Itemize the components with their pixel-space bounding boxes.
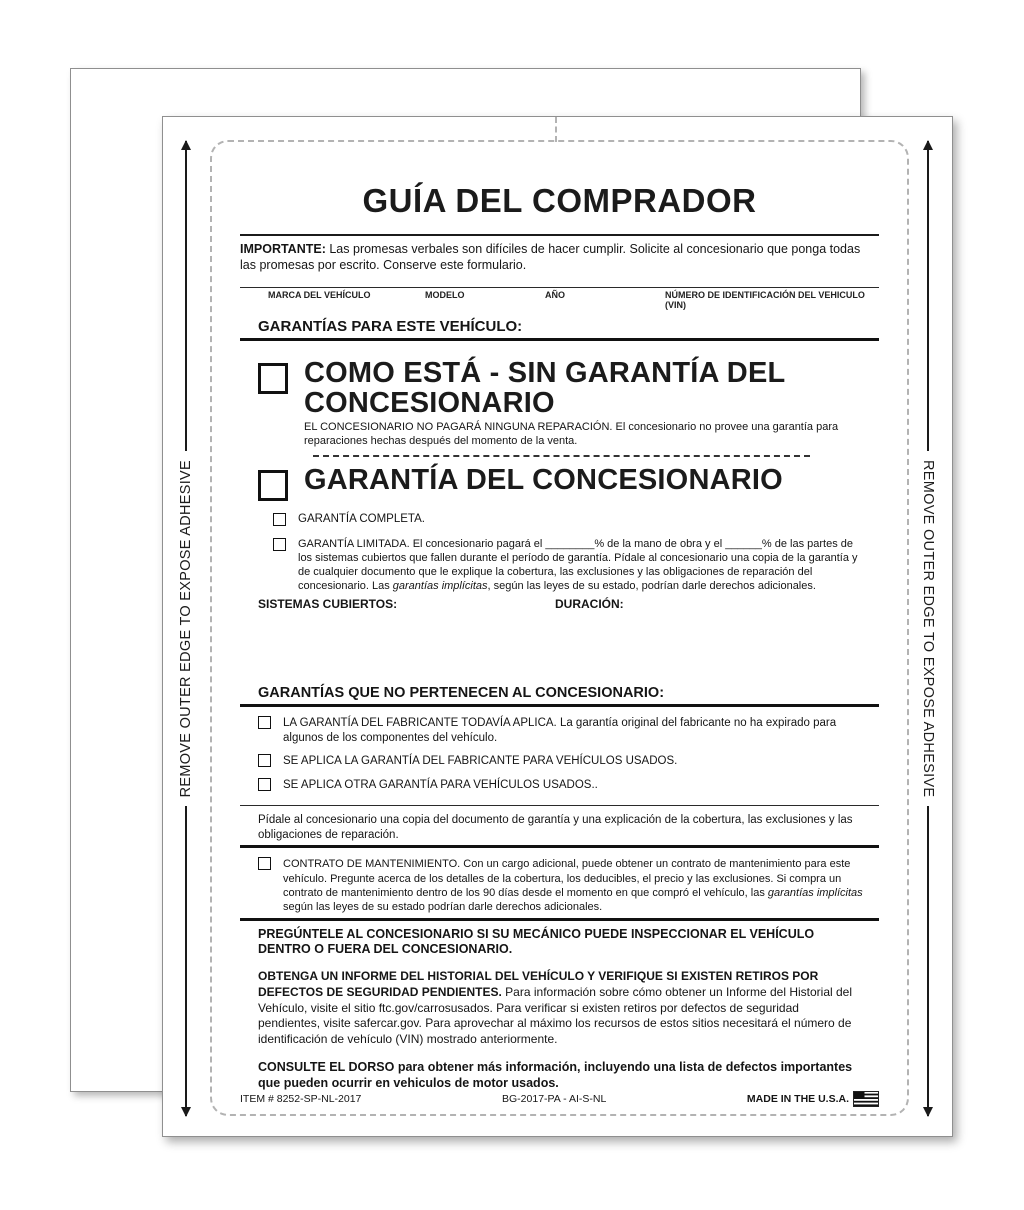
field-label-vin: NÚMERO DE IDENTIFICACIÓN DEL VEHICULO (VIN) (665, 289, 865, 310)
tear-slit-mark (555, 117, 557, 142)
up-arrow-icon (185, 141, 187, 451)
up-arrow-icon (927, 141, 929, 451)
page-title: GUÍA DEL COMPRADOR (362, 182, 757, 219)
systems-duration-row (258, 597, 879, 611)
other-used-warranty-checkbox[interactable] (258, 778, 271, 791)
buyers-guide-form (162, 116, 953, 1137)
field-label-model: MODELO (425, 289, 465, 300)
made-in-usa-label: MADE IN THE U.S.A. (746, 1093, 849, 1105)
limited-italic: garantías implícitas (392, 579, 488, 592)
back-note-text: para obtener más información, incluyendo una lista de defectos importantes que pueden ocurrir en vehiculos de motor usados. (258, 1060, 853, 1090)
dealer-warranty-title: GARANTÍA DEL CONCESIONARIO (304, 464, 783, 497)
form-footer (240, 1091, 879, 1107)
limited-warranty-option (273, 538, 879, 593)
duration-label: DURACIÓN: (555, 596, 624, 611)
contract-italic: garantías implícitas (767, 887, 863, 900)
item-number: ITEM # 8252-SP-NL-2017 (240, 1093, 362, 1105)
down-arrow-icon (185, 806, 187, 1116)
divider (240, 918, 879, 921)
warranties-heading: GARANTÍAS PARA ESTE VEHÍCULO: (258, 317, 523, 335)
divider (240, 845, 879, 848)
divider (240, 234, 879, 236)
vehicle-history-notice (258, 969, 858, 1048)
dashed-separator (313, 455, 810, 457)
back-note-lead: CONSULTE EL DORSO (258, 1060, 395, 1074)
as-is-title: COMO ESTÁ - SIN GARANTÍA DEL CONCESIONARIO (304, 356, 785, 419)
left-tear-rail (174, 141, 198, 1116)
manufacturer-used-warranty-option (258, 754, 858, 768)
limited-warranty-text (298, 538, 858, 593)
non-dealer-heading: GARANTÍAS QUE NO PERTENECEN AL CONCESIONARIO: (258, 685, 665, 702)
important-text: Las promesas verbales son difíciles de hacer cumplir. Solicite al concesionario que ponga todas las promesas por escrito. Conserve este formulario. (240, 242, 861, 273)
systems-covered-label: SISTEMAS CUBIERTOS: (258, 596, 398, 611)
form-content (210, 140, 909, 1116)
form-code: BG-2017-PA - AI-S-NL (502, 1093, 607, 1105)
see-back-notice (258, 1059, 858, 1091)
service-contract-text (283, 857, 871, 914)
as-is-option (258, 358, 879, 449)
as-is-checkbox[interactable] (258, 363, 288, 394)
manufacturer-used-warranty-checkbox[interactable] (258, 754, 271, 767)
manufacturer-used-warranty-label: SE APLICA LA GARANTÍA DEL FABRICANTE PARA VEHÍCULOS USADOS. (283, 755, 678, 768)
right-tear-rail (916, 141, 940, 1116)
down-arrow-icon (927, 806, 929, 1116)
other-used-warranty-option (258, 778, 858, 792)
vehicle-fields-row (240, 290, 879, 310)
manufacturer-warranty-label: LA GARANTÍA DEL FABRICANTE TODAVÍA APLICA. La garantía original del fabricante no ha expirado para algunos de los componentes del vehículo. (283, 717, 837, 744)
manufacturer-warranty-checkbox[interactable] (258, 716, 271, 729)
divider (240, 704, 879, 707)
important-lead: IMPORTANTE: (240, 242, 326, 256)
as-is-description: EL CONCESIONARIO NO PAGARÁ NINGUNA REPARACIÓN. El concesionario no provee una garantía para reparaciones hechas después del momento de la venta. (304, 420, 839, 447)
dealer-warranty-checkbox[interactable] (258, 470, 288, 501)
us-flag-icon (853, 1091, 879, 1107)
dealer-warranty-option (258, 465, 879, 501)
write-in-area (240, 611, 879, 686)
service-contract-checkbox[interactable] (258, 857, 271, 870)
field-label-year: AÑO (545, 289, 565, 300)
manufacturer-warranty-option (258, 716, 858, 745)
full-warranty-option (273, 513, 879, 526)
field-label-make: MARCA DEL VEHÍCULO (268, 289, 371, 300)
important-notice (240, 241, 879, 274)
vehicle-info-line (240, 287, 879, 288)
other-used-warranty-label: SE APLICA OTRA GARANTÍA PARA VEHÍCULOS USADOS.. (283, 778, 598, 791)
history-lead: OBTENGA UN INFORME DEL HISTORIAL DEL VEHÍCULO Y VERIFIQUE SI EXISTEN RETIROS POR DEFECTOS DE SEGURIDAD PENDIENTES. (258, 968, 819, 999)
divider (240, 805, 879, 806)
made-in-usa (747, 1091, 879, 1107)
inspection-notice: PREGÚNTELE AL CONCESIONARIO SI SU MECÁNICO PUEDE INSPECCIONAR EL VEHÍCULO DENTRO O FUERA DEL CONCESIONARIO. (258, 926, 815, 957)
history-text: Para información sobre cómo obtener un Informe del Historial del Vehículo, visite el sitio ftc.gov/carrosusados. Para verificar si existen retiros por defectos de seguridad pendientes, visite safercar.gov. Para aprovechar al máximo los recursos de estos sitios necesitará el número de identificación de vehículo (VIN) mostrado anteriormente. (258, 984, 853, 1047)
limited-warranty-checkbox[interactable] (273, 538, 286, 551)
divider (240, 338, 879, 341)
service-contract-option (258, 857, 879, 914)
limited-post: , según las leyes de su estado, podrían darle derechos adicionales. (487, 579, 816, 592)
rail-instruction-right: REMOVE OUTER EDGE TO EXPOSE ADHESIVE (920, 459, 936, 798)
rail-instruction-left: REMOVE OUTER EDGE TO EXPOSE ADHESIVE (178, 459, 194, 798)
limited-pre: GARANTÍA LIMITADA. El concesionario pagará el ________% de la mano de obra y el ______% de las partes de los sistemas cubiertos que fallen durante el período de garantía. Pídale al concesionario una copia de la garantía y de cualquier documento que le explique la cobertura, las exclusiones y las obligaciones de reparación del concesionario. Las (298, 538, 858, 592)
copy-request-note: Pídale al concesionario una copia del documento de garantía y una explicación de la cobertura, las exclusiones y las obligaciones de reparación. (258, 813, 853, 841)
full-warranty-label: GARANTÍA COMPLETA. (298, 513, 425, 526)
contract-pre: CONTRATO DE MANTENIMIENTO. Con un cargo adicional, puede obtener un contrato de mantenimiento para este vehículo. Pregunte acerca de los detalles de la cobertura, los deducibles, el precio y las exclusiones. Si compra un contrato de mantenimiento dentro de los 90 días desde el momento en que compró el vehículo, las (283, 858, 851, 900)
full-warranty-checkbox[interactable] (273, 513, 286, 526)
contract-post: según las leyes de su estado podrían darle derechos adicionales. (283, 901, 603, 914)
